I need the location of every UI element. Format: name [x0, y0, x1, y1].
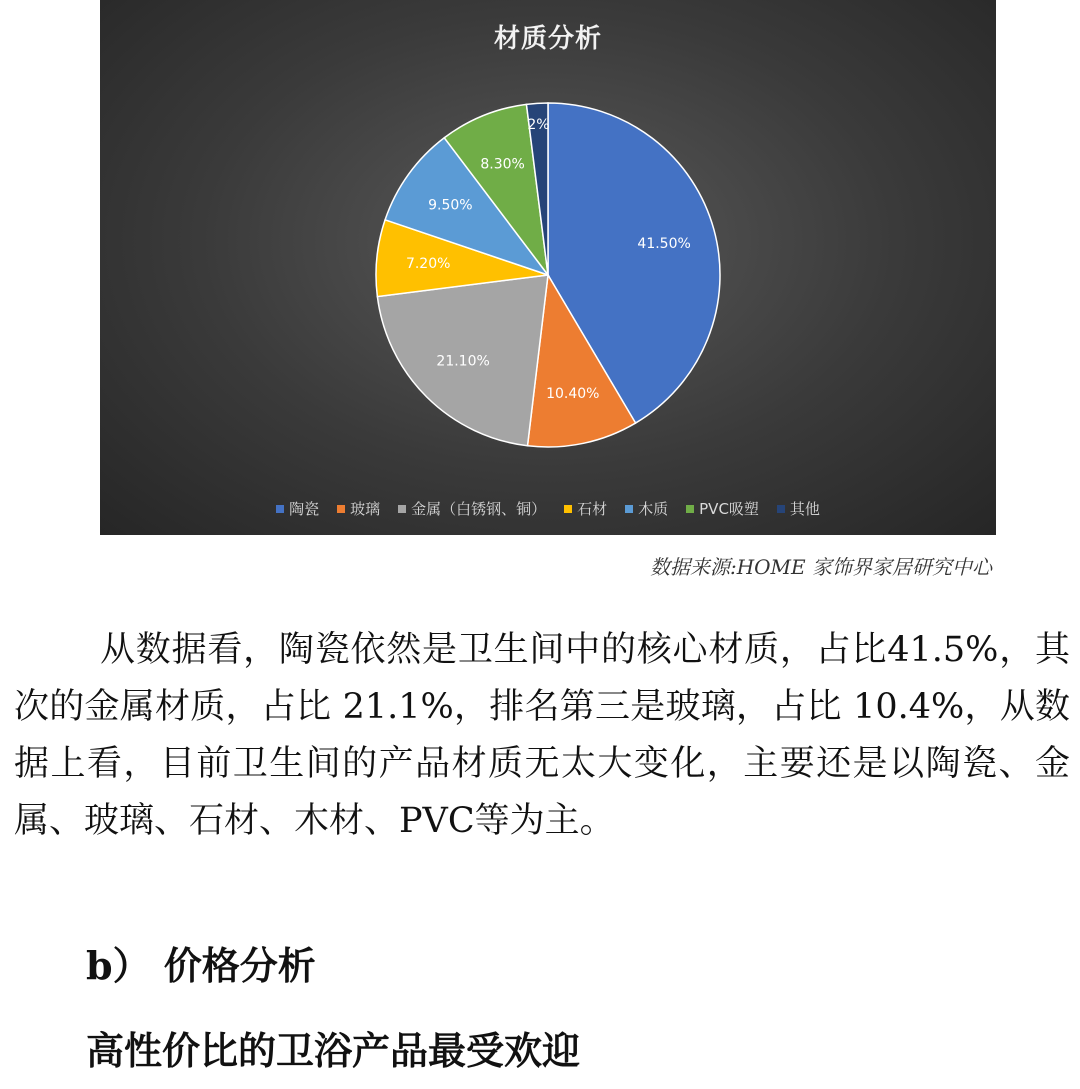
data-label-5: 9.50%	[428, 197, 473, 214]
data-label-1: 41.50%	[637, 236, 691, 253]
legend-swatch-2	[337, 505, 345, 513]
legend-item-6	[686, 498, 759, 519]
section-heading: b） 价格分析	[86, 943, 316, 988]
data-label-4: 7.20%	[405, 255, 451, 272]
data-label-6: 8.30%	[480, 156, 525, 173]
legend-swatch-6	[686, 505, 694, 513]
source-note: 数据来源:HOME 家饰界家居研究中心	[649, 555, 992, 579]
legend-label-4: 石材	[577, 500, 608, 518]
legend-label-5: 木质	[638, 500, 669, 518]
legend-item-2	[337, 498, 380, 519]
data-label-3: 21.10%	[436, 353, 490, 370]
chart-legend	[100, 498, 996, 519]
legend-swatch-4	[564, 505, 572, 513]
sub-heading: 高性价比的卫浴产品最受欢迎	[86, 1028, 581, 1073]
legend-item-3	[398, 498, 546, 519]
legend-label-3: 金属（白锈钢、铜）	[411, 500, 547, 518]
legend-swatch-1	[276, 505, 284, 513]
legend-item-4	[564, 498, 607, 519]
pie-chart	[100, 0, 996, 535]
pie-chart-panel	[100, 0, 996, 535]
legend-swatch-5	[625, 505, 633, 513]
legend-swatch-3	[398, 505, 406, 513]
chart-title: 材质分析	[493, 24, 602, 54]
body-paragraph: 从数据看，陶瓷依然是卫生间中的核心材质，占比41.5%，其次的金属材质，占比 21.1%，排名第三是玻璃，占比 10.4%，从数据上看，目前卫生间的产品材质无太大变化，主要还是以陶瓷、金属、玻璃、石材、木材、PVC等为主。	[14, 630, 1070, 841]
data-label-7: 2%	[527, 116, 550, 133]
legend-label-2: 玻璃	[350, 500, 381, 518]
legend-item-5	[625, 498, 668, 519]
legend-item-1	[276, 498, 319, 519]
legend-label-1: 陶瓷	[289, 500, 320, 518]
legend-item-7	[777, 498, 820, 519]
legend-label-7: 其他	[789, 500, 820, 518]
legend-swatch-7	[777, 505, 785, 513]
legend-label-6: PVC吸塑	[699, 500, 759, 518]
data-label-2: 10.40%	[546, 385, 600, 402]
